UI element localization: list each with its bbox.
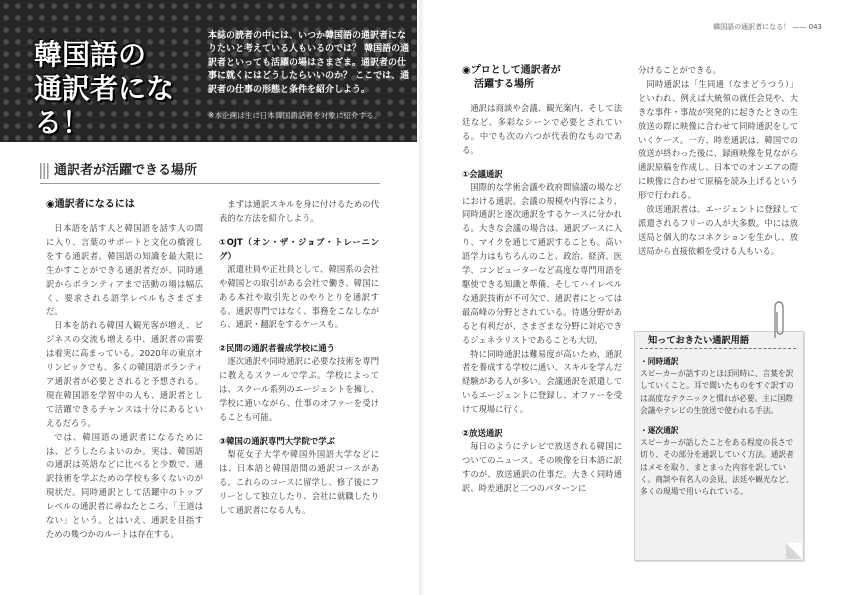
section-divider (40, 183, 380, 184)
col3-heading-line-1: ◉プロとして通訳者が (462, 65, 561, 76)
col4-paragraph-1: 分けることができる。 (638, 65, 721, 75)
page-title (34, 38, 204, 140)
glossary-content (640, 356, 796, 498)
col3-heading-broadcast: ②放送通訳 (462, 428, 503, 439)
column-3 (462, 64, 622, 496)
col1-paragraph-3: では、韓国語の通訳者になるためには、どうしたらよいのか。実は、韓国語の通訳は英語などに比べると少数で、通訳技術を学ぶための学校も多くないのが現状だ。同時通訳として活躍中のトップレベルの通訳者に尋ねたところ、「王道はない」という。とはいえ、通訳を目指すための幾つかのルートは存在する。 (46, 431, 203, 539)
col2-heading-ojt: ①OJT（オン・ザ・ジョブ・トレーニング） (219, 236, 379, 261)
intro-note: ※本企画は主に日本韓国語話者を対象に紹介する。 (208, 111, 382, 120)
col2-paragraph-0: まずは通訳スキルを身に付けるための代表的な方法を紹介しよう。 (219, 199, 379, 223)
glossary-divider (640, 348, 796, 349)
paperclip-icon (770, 300, 786, 340)
section-heading-bar (40, 161, 380, 181)
col3-paragraph-0: 通訳は商談や会議、観光案内、そして法廷など、多彩なシーンで必要とされている。中でも次の六つが代表的なものである。 (462, 103, 622, 155)
glossary-title: 知っておきたい通訳用語 (648, 335, 750, 346)
running-head: 韓国語の通訳者になる！ —— 043 (713, 23, 822, 31)
glossary-term-consecutive: ・逐次通訳 (640, 426, 679, 436)
col2-text-ojt: 派遣社員や正社員として、韓国系の会社や韓国との取引がある会社で働き、韓国にある本社や取引先とのやりとりを通訳する。通訳専門ではなく、事務をこなしながら、通訳・翻訳をするケースも。 (219, 263, 379, 330)
col4-paragraph-3: 放送通訳者は、エージェントに登録して派遣されるフリーの人が大多数。中には放送局と個人的なコネクションを生かし、放送局から直接依頼を受ける人もいる。 (638, 204, 798, 256)
col1-heading: ◉通訳者になるには (46, 199, 135, 210)
glossary-term-simultaneous: ・同時通訳 (640, 357, 679, 366)
column-1 (46, 198, 203, 542)
col3-text-broadcast: 毎日のようにテレビで放送される韓国についてのニュース。その映像を日本語に訳すのが、放送通訳の仕事だ。大きく同時通訳、時差通訳と二つのパターンに (462, 441, 622, 493)
col2-text-school: 逐次通訳や同時通訳に必要な技術を専門に教えるスクールで学ぶ。学校によっては、スクール系列のエージェントを擁し、学校に通いながら、仕事のオファーを受けることも可能。 (219, 356, 379, 422)
intro-text: 本誌の読者の中には、いつか韓国語の通訳者になりたいと考えている人もいるのでは？ 韓国語の通訳者といっても活躍の場はさまざま。通訳者の仕事に就くにはどうしたらいいのか？ ここでは、通訳者の仕事の形態と条件を紹介しよう。 (208, 31, 410, 95)
col2-heading-graduate: ③韓国の通訳専門大学院で学ぶ (219, 435, 335, 446)
col2-text-graduate: 梨花女子大学や韓国外国語大学などには、日本語と韓国語間の通訳コースがある。これらのコースに留学し、修了後にフリーとして独立したり、会社に就職したりして通訳者になる人も。 (219, 448, 379, 515)
glossary-def-simultaneous: スピーカーが話すのとほぼ同時に、言葉を訳していくこと。耳で聞いたものをすぐ訳すのは高度なテクニックと慣れが必要。主に国際会議やテレビの生放送で使われる手法。 (640, 369, 794, 415)
col3-text-conference-2: 特に同時通訳は難易度が高いため、通訳者を養成する学校に通い、スキルを学んだ経験がある人が多い。会議通訳を派遣しているエージェントに登録し、オファーを受けて現場に行く。 (462, 348, 622, 415)
col3-heading-line-2: 活躍する場所 (474, 79, 534, 90)
col2-heading-school: ②民間の通訳者養成学校に通う (219, 343, 335, 354)
column-4 (638, 64, 798, 259)
col3-text-conference: 国際的な学術会議や政府間協議の場などにおける通訳。会議の規模や内容により、同時通訳と逐次通訳をするケースに分かれる。大きな会議の場合は、通訳ブースに入り、マイクを通じて通訳することも。高い語学力はもちろんのこと、政治、経済、医学、コンピューターなど高度な専門用語を駆使できる知識と準備、そしてハイレベルな通訳技術が不可欠で、通訳者にとっては最高峰の分野とされている。待遇分野があると有利だが、さまざまな分野に対応できるジェネラリストであることも大切。 (462, 181, 622, 345)
section-heading: 通訳者が活躍できる場所 (54, 163, 198, 178)
title-line-1: 韓国語の (34, 38, 147, 71)
glossary-def-consecutive: スピーカーが話したことをある程度の長さで切り、その部分を通訳していく方法。通訳者はメモを取り、まとまった内容を訳していく。商談や有名人の会見、法廷や観光など、多くの現場で用いられている。 (640, 438, 794, 497)
title-line-2: 通訳者になる！ (34, 72, 175, 139)
page-gutter (419, 0, 425, 595)
col4-paragraph-2: 同時通訳は「生同通（なまどうつう）」といわれ、例えば大統領の就任会見や、大きな事件・事故が突発的に起きたときの生放送の際に映像に合わせて同時通訳をしていくケース。一方、時差通訳は、韓国での放送が終わった後に、録画映像を見ながら通訳原稿を作成し、日本でのオンエアの際に映像に合わせて原稿を読み上げるという形で行われる。 (638, 78, 798, 201)
col1-paragraph-2: 日本を訪れる韓国人観光客が増え、ビジネスの交流も増える中、通訳者の需要は着実に高まっている。2020年の東京オリンピックでも、多くの韓国語ボランティア通訳者が必要とされると予想される。現在韓国語を学習中の人も、通訳者として活躍できるチャンスは十分にあるといえるだろう。 (46, 320, 203, 428)
col1-paragraph-1: 日本語を話す人と韓国語を話す人の間に入り、言葉のサポートと文化の橋渡しをする通訳者。韓国語の知識を最大限に生かすことができる通訳者だが、同時通訳からボランティアまで活動の場は幅広く、要求される語学レベルもさまざまだ。 (46, 223, 203, 317)
page-fold-corner (786, 543, 802, 559)
column-2 (219, 198, 379, 517)
stripes-ornament (40, 163, 50, 179)
col3-heading-conference: ①会議通訳 (462, 168, 503, 179)
